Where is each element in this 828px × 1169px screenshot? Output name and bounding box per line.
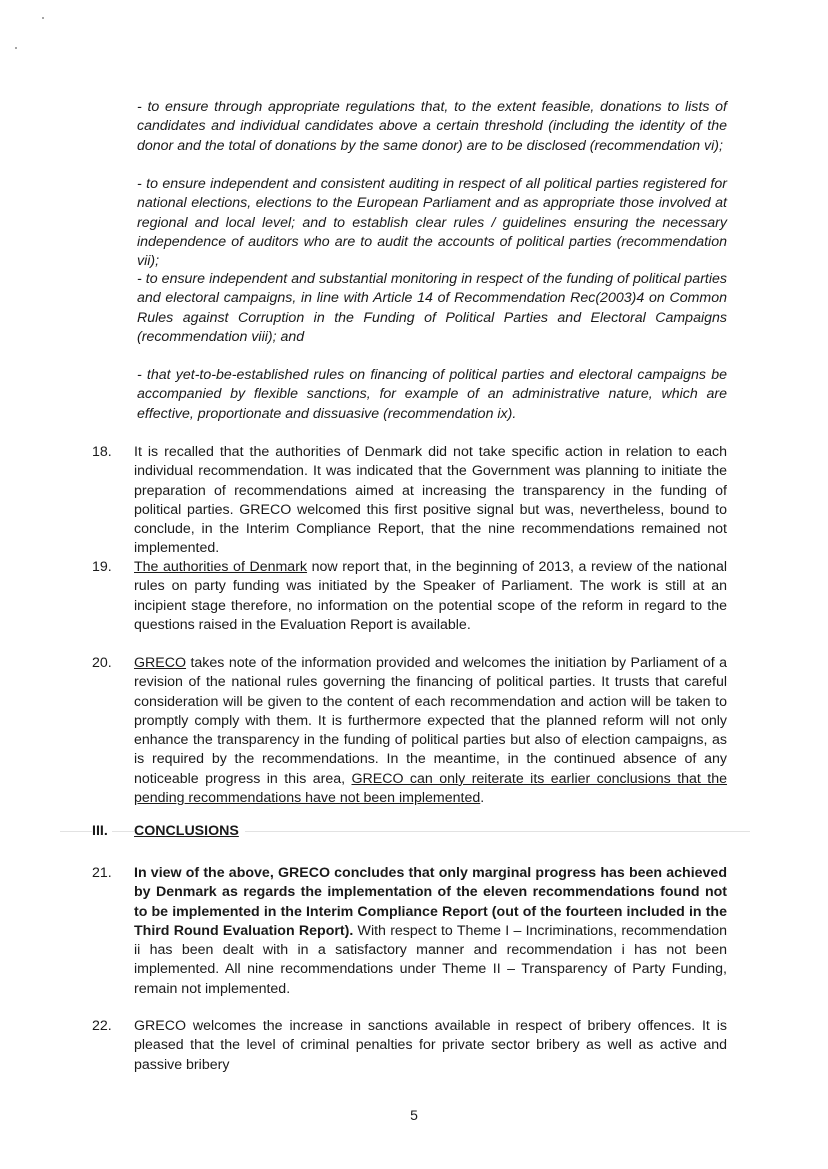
paragraph-number: 18. <box>92 444 112 460</box>
paragraph-number: 21. <box>92 865 112 881</box>
paragraph-19-text: now report that, in the beginning of 2013, a review of the national rules on party funding was initiated by the Speaker of Parliament. The work is still at an incipient stage therefore, no information on the potential scope of the reform in regard to the questions raised in the Evaluation Report is available. <box>134 559 727 633</box>
paragraph-21-bold: In view of the above, GRECO concludes that only marginal progress has been achieved by Denmark as regards the implementation of the eleven recommendations found not to be implemented in the Interim Compliance Report (out of the fourteen included in the Third Round Evaluation Report). <box>134 865 727 939</box>
paragraph-21-text: With respect to Theme I – Incriminations, recommendation ii has been dealt with in a satisfactory manner and recommendation i has not been implemented. All nine recommendations under Theme II – Transparency of Party Funding, remain not implemented. <box>134 922 727 997</box>
paragraph-number: 19. <box>92 559 112 575</box>
paragraph-20-text: takes note of the information provided and welcomes the initiation by Parliament of a revision of the national rules governing the financing of political parties. It trusts that careful consideration will be given to the content of each recommendation and action will be taken to promptly comply with them. It is furthermore expected that the planned reform will not only enhance the transparency in the funding of political parties but also of election campaigns, as is required by the recommendations. In the meantime, in the continued absence of any noticeable progress in this area, <box>134 655 727 787</box>
paragraph-20-end: . <box>480 790 485 807</box>
paragraph-19-lead: The authorities of Denmark <box>134 559 308 575</box>
scan-speck <box>15 47 17 49</box>
paragraph-20-lead: GRECO <box>134 655 187 671</box>
paragraph-18: It is recalled that the authorities of Denmark did not take specific action in relation to each individual recommendation. It was indicated that the Government was planning to initiate the preparation of recommendations aimed at increasing the transparency in the funding of political parties. GRECO welcomed this first positive signal but was, nevertheless, bound to conclude, in the Interim Compliance Report, that the nine recommendations remained not implemented. <box>134 444 727 557</box>
recommendation-ix: - that yet-to-be-established rules on financing of political parties and electoral campaigns be accompanied by flexible sanctions, for example of an administrative nature, which are effective, proportionate and dissuasive (recommendation ix). <box>137 367 727 422</box>
paragraph-20-underlined: GRECO can only reiterate its earlier conclusions that the pending recommendations have not been implemented <box>134 770 728 807</box>
section-number: III. <box>92 823 112 839</box>
paragraph-19 <box>134 558 727 635</box>
scan-speck <box>42 17 44 19</box>
recommendation-viii: - to ensure independent and substantial monitoring in respect of the funding of political parties and electoral campaigns, in line with Article 14 of Recommendation Rec(2003)4 on Common Rules against Corruption in the Funding of Political Parties and Electoral Campaigns (recommendation viii); and <box>137 271 727 345</box>
paragraph-number: 22. <box>92 1018 112 1034</box>
paragraph-22: GRECO welcomes the increase in sanctions available in respect of bribery offences. It is pleased that the level of criminal penalties for private sector bribery as well as active and passive bribery <box>134 1018 727 1073</box>
section-title: CONCLUSIONS <box>134 823 245 839</box>
recommendation-vi: - to ensure through appropriate regulations that, to the extent feasible, donations to lists of candidates and individual candidates above a certain threshold (including the identity of the donor and the total of donations by the same donor) are to be disclosed (recommendation vi); <box>137 99 727 154</box>
paragraph-21 <box>134 864 727 999</box>
recommendation-vii: - to ensure independent and consistent auditing in respect of all political parties registered for national elections, elections to the European Parliament and as appropriate those involved at regional and local level; and to establish clear rules / guidelines ensuring the necessary independence of auditors who are to audit the accounts of political parties (recommendation vii); <box>137 176 727 270</box>
paragraph-number: 20. <box>92 655 112 671</box>
paragraph-20 <box>134 654 727 808</box>
page-number: 5 <box>410 1107 418 1123</box>
